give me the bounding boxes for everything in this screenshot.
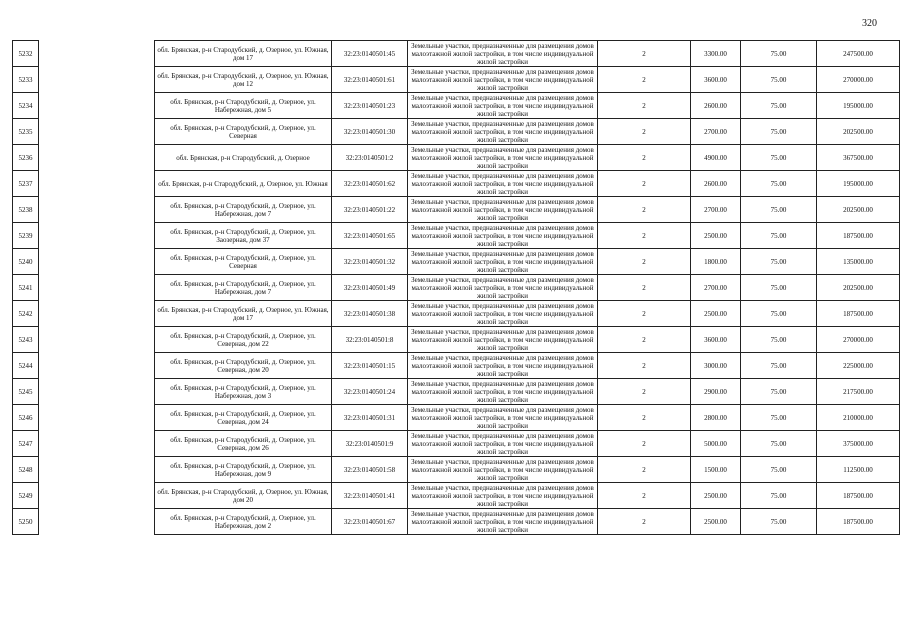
area-cell: 3300.00 [691,41,741,67]
spacer-cell [39,405,155,431]
address-cell: обл. Брянская, р-н Стародубский, д. Озерное, ул. Набережная, дом 5 [155,93,332,119]
area-cell: 2500.00 [691,509,741,535]
area-cell: 3600.00 [691,67,741,93]
total-value-cell: 375000.00 [817,431,900,457]
table-row [13,327,900,353]
address-cell: обл. Брянская, р-н Стародубский, д. Озерное, ул. Набережная, дом 3 [155,379,332,405]
land-use-cell: Земельные участки, предназначенные для размещения домов малоэтажной жилой застройки, в том числе индивидуальной жилой застройки [408,67,598,93]
record-number-cell: 5247 [13,431,39,457]
land-use-cell: Земельные участки, предназначенные для размещения домов малоэтажной жилой застройки, в том числе индивидуальной жилой застройки [408,171,598,197]
spacer-cell [39,145,155,171]
record-number-cell: 5232 [13,41,39,67]
record-number-cell: 5243 [13,327,39,353]
land-use-cell: Земельные участки, предназначенные для размещения домов малоэтажной жилой застройки, в том числе индивидуальной жилой застройки [408,119,598,145]
total-value-cell: 187500.00 [817,301,900,327]
address-cell: обл. Брянская, р-н Стародубский, д. Озерное, ул. Северная, дом 26 [155,431,332,457]
category-code-cell: 2 [598,67,691,93]
rate-cell: 75.00 [741,197,817,223]
spacer-cell [39,67,155,93]
table-row [13,119,900,145]
total-value-cell: 187500.00 [817,223,900,249]
land-use-cell: Земельные участки, предназначенные для размещения домов малоэтажной жилой застройки, в том числе индивидуальной жилой застройки [408,353,598,379]
area-cell: 3600.00 [691,327,741,353]
area-cell: 2700.00 [691,275,741,301]
table-row [13,457,900,483]
land-use-cell: Земельные участки, предназначенные для размещения домов малоэтажной жилой застройки, в том числе индивидуальной жилой застройки [408,431,598,457]
record-number-cell: 5248 [13,457,39,483]
table-row [13,431,900,457]
area-cell: 2800.00 [691,405,741,431]
address-cell: обл. Брянская, р-н Стародубский, д. Озерное, ул. Южная, дом 17 [155,301,332,327]
category-code-cell: 2 [598,119,691,145]
category-code-cell: 2 [598,301,691,327]
record-number-cell: 5244 [13,353,39,379]
land-use-cell: Земельные участки, предназначенные для размещения домов малоэтажной жилой застройки, в том числе индивидуальной жилой застройки [408,509,598,535]
category-code-cell: 2 [598,145,691,171]
cadastral-number-cell: 32:23:0140501:62 [332,171,408,197]
land-use-cell: Земельные участки, предназначенные для размещения домов малоэтажной жилой застройки, в том числе индивидуальной жилой застройки [408,145,598,171]
address-cell: обл. Брянская, р-н Стародубский, д. Озерное, ул. Северная [155,249,332,275]
table-row [13,223,900,249]
cadastral-number-cell: 32:23:0140501:15 [332,353,408,379]
total-value-cell: 217500.00 [817,379,900,405]
category-code-cell: 2 [598,171,691,197]
spacer-cell [39,457,155,483]
table-row [13,379,900,405]
rate-cell: 75.00 [741,327,817,353]
record-number-cell: 5240 [13,249,39,275]
land-use-cell: Земельные участки, предназначенные для размещения домов малоэтажной жилой застройки, в том числе индивидуальной жилой застройки [408,41,598,67]
total-value-cell: 225000.00 [817,353,900,379]
category-code-cell: 2 [598,41,691,67]
land-use-cell: Земельные участки, предназначенные для размещения домов малоэтажной жилой застройки, в том числе индивидуальной жилой застройки [408,327,598,353]
land-use-cell: Земельные участки, предназначенные для размещения домов малоэтажной жилой застройки, в том числе индивидуальной жилой застройки [408,457,598,483]
table-row [13,171,900,197]
address-cell: обл. Брянская, р-н Стародубский, д. Озерное, ул. Южная, дом 17 [155,41,332,67]
address-cell: обл. Брянская, р-н Стародубский, д. Озерное, ул. Южная [155,171,332,197]
total-value-cell: 187500.00 [817,483,900,509]
category-code-cell: 2 [598,197,691,223]
cadastral-number-cell: 32:23:0140501:23 [332,93,408,119]
land-use-cell: Земельные участки, предназначенные для размещения домов малоэтажной жилой застройки, в том числе индивидуальной жилой застройки [408,223,598,249]
area-cell: 2700.00 [691,119,741,145]
spacer-cell [39,275,155,301]
area-cell: 2600.00 [691,93,741,119]
rate-cell: 75.00 [741,509,817,535]
total-value-cell: 270000.00 [817,327,900,353]
table-row [13,145,900,171]
address-cell: обл. Брянская, р-н Стародубский, д. Озерное, ул. Северная, дом 20 [155,353,332,379]
record-number-cell: 5246 [13,405,39,431]
record-number-cell: 5242 [13,301,39,327]
address-cell: обл. Брянская, р-н Стародубский, д. Озерное, ул. Южная, дом 12 [155,67,332,93]
rate-cell: 75.00 [741,67,817,93]
record-number-cell: 5237 [13,171,39,197]
rate-cell: 75.00 [741,431,817,457]
land-registry-table [12,40,900,535]
cadastral-number-cell: 32:23:0140501:38 [332,301,408,327]
spacer-cell [39,119,155,145]
spacer-cell [39,197,155,223]
table-row [13,509,900,535]
table-row [13,249,900,275]
record-number-cell: 5233 [13,67,39,93]
address-cell: обл. Брянская, р-н Стародубский, д. Озерное, ул. Набережная, дом 2 [155,509,332,535]
category-code-cell: 2 [598,483,691,509]
table-row [13,67,900,93]
table-row [13,197,900,223]
rate-cell: 75.00 [741,483,817,509]
area-cell: 2500.00 [691,223,741,249]
area-cell: 2700.00 [691,197,741,223]
record-number-cell: 5235 [13,119,39,145]
rate-cell: 75.00 [741,249,817,275]
land-use-cell: Земельные участки, предназначенные для размещения домов малоэтажной жилой застройки, в том числе индивидуальной жилой застройки [408,379,598,405]
area-cell: 1500.00 [691,457,741,483]
address-cell: обл. Брянская, р-н Стародубский, д. Озерное, ул. Набережная, дом 7 [155,197,332,223]
area-cell: 2600.00 [691,171,741,197]
rate-cell: 75.00 [741,353,817,379]
address-cell: обл. Брянская, р-н Стародубский, д. Озерное, ул. Набережная, дом 7 [155,275,332,301]
cadastral-number-cell: 32:23:0140501:67 [332,509,408,535]
rate-cell: 75.00 [741,223,817,249]
spacer-cell [39,171,155,197]
address-cell: обл. Брянская, р-н Стародубский, д. Озерное [155,145,332,171]
rate-cell: 75.00 [741,41,817,67]
category-code-cell: 2 [598,275,691,301]
rate-cell: 75.00 [741,145,817,171]
total-value-cell: 210000.00 [817,405,900,431]
address-cell: обл. Брянская, р-н Стародубский, д. Озерное, ул. Заозерная, дом 37 [155,223,332,249]
cadastral-number-cell: 32:23:0140501:49 [332,275,408,301]
cadastral-number-cell: 32:23:0140501:61 [332,67,408,93]
total-value-cell: 187500.00 [817,509,900,535]
cadastral-number-cell: 32:23:0140501:32 [332,249,408,275]
spacer-cell [39,353,155,379]
rate-cell: 75.00 [741,93,817,119]
record-number-cell: 5239 [13,223,39,249]
area-cell: 1800.00 [691,249,741,275]
spacer-cell [39,431,155,457]
cadastral-number-cell: 32:23:0140501:24 [332,379,408,405]
cadastral-number-cell: 32:23:0140501:45 [332,41,408,67]
category-code-cell: 2 [598,249,691,275]
area-cell: 2500.00 [691,301,741,327]
table-row [13,41,900,67]
category-code-cell: 2 [598,93,691,119]
land-use-cell: Земельные участки, предназначенные для размещения домов малоэтажной жилой застройки, в том числе индивидуальной жилой застройки [408,483,598,509]
cadastral-number-cell: 32:23:0140501:65 [332,223,408,249]
total-value-cell: 195000.00 [817,171,900,197]
cadastral-number-cell: 32:23:0140501:2 [332,145,408,171]
page-number: 320 [862,18,877,29]
total-value-cell: 247500.00 [817,41,900,67]
spacer-cell [39,483,155,509]
total-value-cell: 202500.00 [817,275,900,301]
rate-cell: 75.00 [741,171,817,197]
table-row [13,483,900,509]
address-cell: обл. Брянская, р-н Стародубский, д. Озерное, ул. Набережная, дом 9 [155,457,332,483]
spacer-cell [39,509,155,535]
total-value-cell: 135000.00 [817,249,900,275]
category-code-cell: 2 [598,405,691,431]
cadastral-number-cell: 32:23:0140501:30 [332,119,408,145]
rate-cell: 75.00 [741,301,817,327]
record-number-cell: 5234 [13,93,39,119]
area-cell: 5000.00 [691,431,741,457]
total-value-cell: 270000.00 [817,67,900,93]
cadastral-number-cell: 32:23:0140501:58 [332,457,408,483]
spacer-cell [39,249,155,275]
category-code-cell: 2 [598,431,691,457]
area-cell: 2500.00 [691,483,741,509]
total-value-cell: 195000.00 [817,93,900,119]
record-number-cell: 5241 [13,275,39,301]
total-value-cell: 202500.00 [817,197,900,223]
category-code-cell: 2 [598,379,691,405]
record-number-cell: 5250 [13,509,39,535]
table-row [13,353,900,379]
table-row [13,275,900,301]
cadastral-number-cell: 32:23:0140501:9 [332,431,408,457]
address-cell: обл. Брянская, р-н Стародубский, д. Озерное, ул. Южная, дом 20 [155,483,332,509]
land-use-cell: Земельные участки, предназначенные для размещения домов малоэтажной жилой застройки, в том числе индивидуальной жилой застройки [408,301,598,327]
record-number-cell: 5238 [13,197,39,223]
rate-cell: 75.00 [741,275,817,301]
category-code-cell: 2 [598,223,691,249]
total-value-cell: 202500.00 [817,119,900,145]
spacer-cell [39,327,155,353]
rate-cell: 75.00 [741,457,817,483]
land-use-cell: Земельные участки, предназначенные для размещения домов малоэтажной жилой застройки, в том числе индивидуальной жилой застройки [408,249,598,275]
category-code-cell: 2 [598,509,691,535]
record-number-cell: 5249 [13,483,39,509]
land-use-cell: Земельные участки, предназначенные для размещения домов малоэтажной жилой застройки, в том числе индивидуальной жилой застройки [408,275,598,301]
rate-cell: 75.00 [741,119,817,145]
cadastral-number-cell: 32:23:0140501:31 [332,405,408,431]
spacer-cell [39,301,155,327]
spacer-cell [39,379,155,405]
cadastral-number-cell: 32:23:0140501:8 [332,327,408,353]
table-row [13,405,900,431]
table-row [13,301,900,327]
area-cell: 2900.00 [691,379,741,405]
address-cell: обл. Брянская, р-н Стародубский, д. Озерное, ул. Северная [155,119,332,145]
record-number-cell: 5245 [13,379,39,405]
address-cell: обл. Брянская, р-н Стародубский, д. Озерное, ул. Северная, дом 24 [155,405,332,431]
rate-cell: 75.00 [741,405,817,431]
address-cell: обл. Брянская, р-н Стародубский, д. Озерное, ул. Северная, дом 22 [155,327,332,353]
category-code-cell: 2 [598,457,691,483]
registry-table-body [13,41,900,535]
spacer-cell [39,41,155,67]
category-code-cell: 2 [598,327,691,353]
land-use-cell: Земельные участки, предназначенные для размещения домов малоэтажной жилой застройки, в том числе индивидуальной жилой застройки [408,405,598,431]
rate-cell: 75.00 [741,379,817,405]
total-value-cell: 367500.00 [817,145,900,171]
table-row [13,93,900,119]
record-number-cell: 5236 [13,145,39,171]
category-code-cell: 2 [598,353,691,379]
area-cell: 4900.00 [691,145,741,171]
cadastral-number-cell: 32:23:0140501:41 [332,483,408,509]
total-value-cell: 112500.00 [817,457,900,483]
area-cell: 3000.00 [691,353,741,379]
cadastral-number-cell: 32:23:0140501:22 [332,197,408,223]
spacer-cell [39,223,155,249]
spacer-cell [39,93,155,119]
land-use-cell: Земельные участки, предназначенные для размещения домов малоэтажной жилой застройки, в том числе индивидуальной жилой застройки [408,93,598,119]
land-use-cell: Земельные участки, предназначенные для размещения домов малоэтажной жилой застройки, в том числе индивидуальной жилой застройки [408,197,598,223]
